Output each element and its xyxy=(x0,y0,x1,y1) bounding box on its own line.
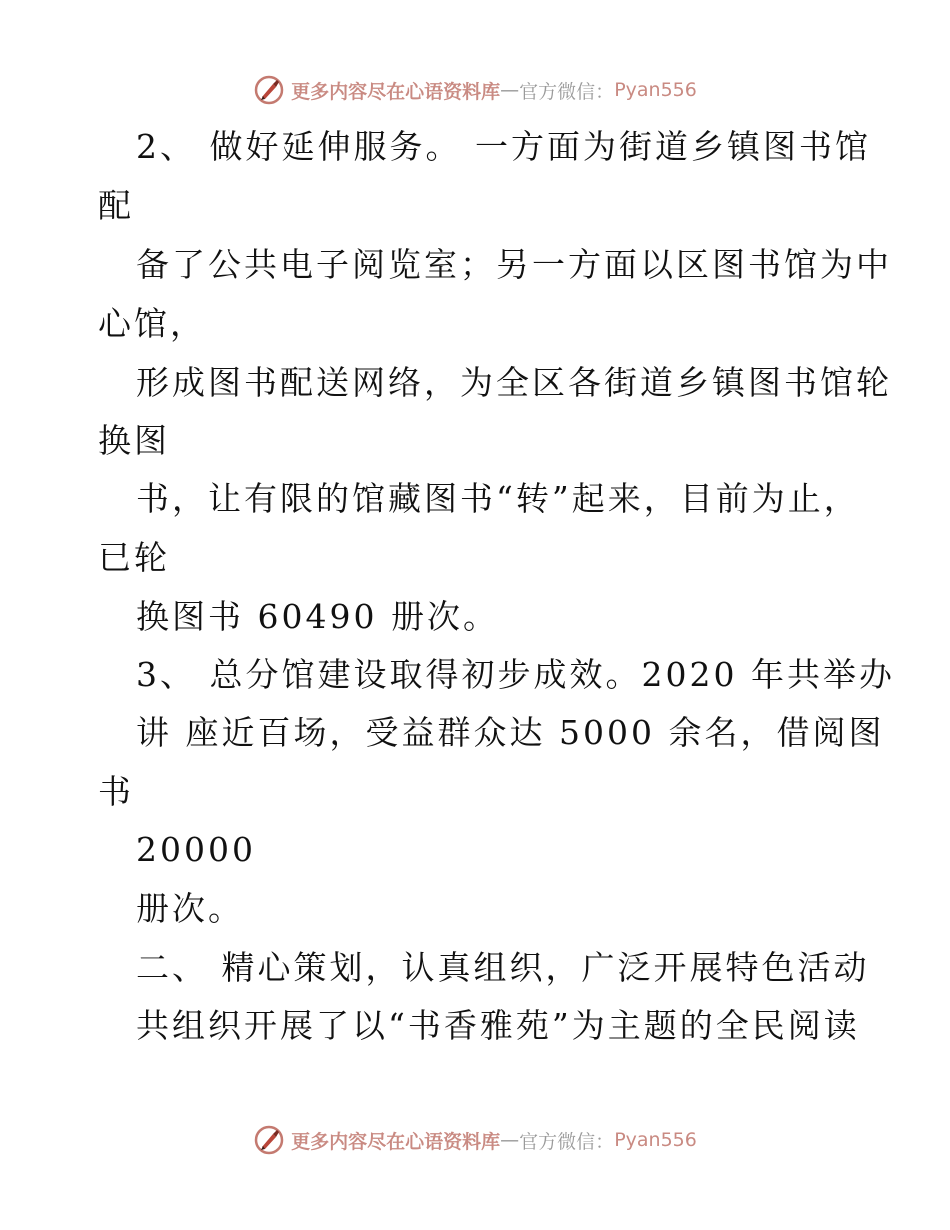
text-line: 20000 xyxy=(136,830,256,869)
banner-separator: — xyxy=(500,79,520,101)
text-line: 备了公共电子阅览室；另一方面以区图书馆为中 xyxy=(136,245,892,284)
text-line: 心馆， xyxy=(98,304,206,343)
text-line: 2、 做好延伸服务。 一方面为街道乡镇图书馆 xyxy=(136,127,871,166)
text-line: 3、 总分馆建设取得初步成效。2020 年共举办 xyxy=(136,655,895,694)
text-line: 书 xyxy=(98,772,134,811)
text-line: 二、 精心策划，认真组织，广泛开展特色活动 xyxy=(136,948,870,987)
text-line: 已轮 xyxy=(98,538,170,577)
brand-text: 更多内容尽在心语资料库 xyxy=(291,80,501,103)
text-line: 换图书 60490 册次。 xyxy=(136,597,499,636)
brand-text: 更多内容尽在心语资料库 xyxy=(291,1130,501,1153)
text-line: 形成图书配送网络，为全区各街道乡镇图书馆轮 xyxy=(136,363,892,402)
pen-logo-icon xyxy=(253,74,285,106)
text-line: 共组织开展了以“书香雅苑”为主题的全民阅读 xyxy=(136,1006,860,1045)
text-line: 书，让有限的馆藏图书“转”起来，目前为止， xyxy=(136,479,860,518)
text-line: 册次。 xyxy=(136,889,244,928)
wechat-id: Pyan556 xyxy=(614,79,697,101)
wechat-label: 官方微信： xyxy=(519,80,615,103)
wechat-id: Pyan556 xyxy=(614,1129,697,1151)
footer-watermark xyxy=(0,1120,950,1160)
header-watermark xyxy=(0,70,950,110)
wechat-label: 官方微信： xyxy=(519,1130,615,1153)
text-line: 讲 座近百场，受益群众达 5000 余名，借阅图 xyxy=(136,713,885,752)
pen-logo-icon xyxy=(253,1124,285,1156)
text-line: 配 xyxy=(98,186,134,225)
banner-separator: — xyxy=(500,1129,520,1151)
text-line: 换图 xyxy=(98,421,170,460)
